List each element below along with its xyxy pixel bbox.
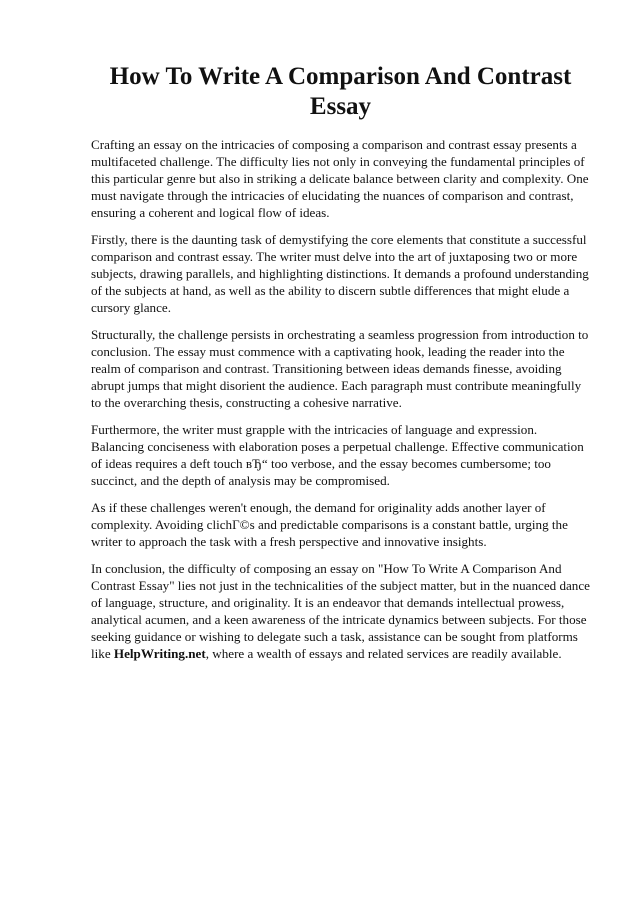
paragraph-2: Firstly, there is the daunting task of demystifying the core elements that constitute a successful comparison and contrast essay. The writer must delve into the art of juxtaposing two or more subjects, drawing parallels, and highlighting distinctions. It demands a profound understanding of the subjects at hand, as well as the ability to discern subtle differences that might elude a cursory glance. bbox=[91, 232, 589, 315]
paragraph-conclusion bbox=[91, 560, 590, 662]
helpwriting-link[interactable]: HelpWriting.net bbox=[113, 646, 206, 661]
paragraph-4: Furthermore, the writer must grapple with the intricacies of language and expression. Balancing conciseness with elaboration poses a perpetual challenge. Effective communication of ideas requires a deft touch вЂ“ too verbose, and the essay becomes cumbersome; too succinct, and the depth of analysis may be compromised. bbox=[91, 422, 584, 488]
paragraph-5: As if these challenges weren't enough, the demand for originality adds another layer of complexity. Avoiding clichГ©s and predictable comparisons is a constant battle, urging the writer to approach the task with a fresh perspective and innovative insights. bbox=[91, 500, 568, 549]
paragraph-1: Crafting an essay on the intricacies of composing a comparison and contrast essay presents a multifaceted challenge. The difficulty lies not only in conveying the fundamental principles of this particular genre but also in striking a delicate balance between clarity and complexity. One must navigate through the intricacies of elucidating the nuances of comparison and contrast, ensuring a coherent and logical flow of ideas. bbox=[91, 137, 589, 220]
conclusion-text-before-link: In conclusion, the difficulty of composing an essay on "How To Write A Comparison And Contrast Essay" lies not just in the technicalities of the subject matter, but in the nuanced dance of language, structure, and originality. It is an endeavor that demands intellectual prowess, analytical acumen, and a keen awareness of the intricate dynamics between subjects. For those seeking guidance or wishing to delegate such a task, assistance can be sought from platforms like bbox=[91, 561, 590, 661]
conclusion-text-after-link: , where a wealth of essays and related services are readily available. bbox=[205, 646, 562, 661]
document-title: How To Write A Comparison And Contrast Essay bbox=[109, 63, 572, 120]
paragraph-3: Structurally, the challenge persists in orchestrating a seamless progression from introduction to conclusion. The essay must commence with a captivating hook, leading the reader into the realm of comparison and contrast. Transitioning between ideas demands finesse, avoiding abrupt jumps that might disorient the audience. Each paragraph must contribute meaningfully to the overarching thesis, constructing a cohesive narrative. bbox=[91, 327, 589, 410]
document-body bbox=[91, 136, 590, 662]
